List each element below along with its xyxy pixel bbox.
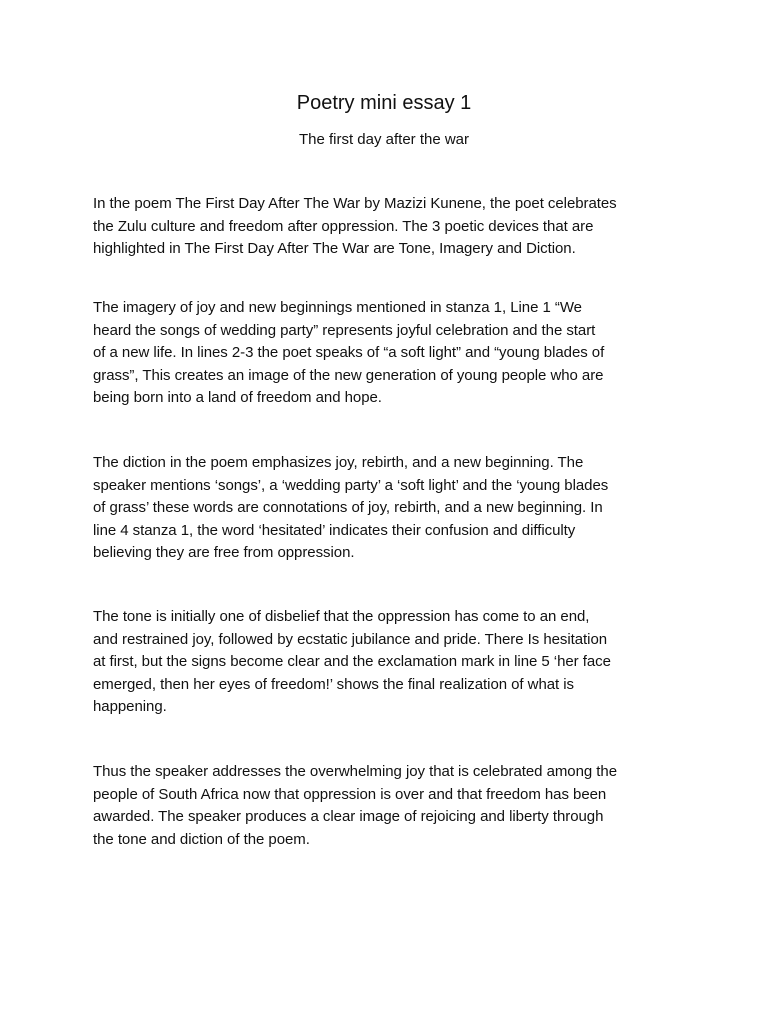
text-line: being born into a land of freedom and hope.	[93, 389, 382, 406]
text-line: The imagery of joy and new beginnings mentioned in stanza 1, Line 1 “We	[93, 299, 582, 316]
paragraph-diction	[93, 452, 683, 565]
text-line: happening.	[93, 698, 167, 715]
text-line: line 4 stanza 1, the word ‘hesitated’ indicates their confusion and difficulty	[93, 521, 576, 539]
text-line: of grass’ these words are connotations of joy, rebirth, and a new beginning. In	[93, 499, 603, 516]
text-line: people of South Africa now that oppression is over and that freedom has been	[93, 785, 607, 803]
paragraph-conclusion	[93, 761, 683, 851]
text-line: The tone is initially one of disbelief that the oppression has come to an end,	[93, 608, 590, 625]
text-line: of a new life. In lines 2-3 the poet speaks of “a soft light” and “young blades of	[93, 344, 605, 361]
text-line: heard the songs of wedding party” represents joyful celebration and the start	[93, 321, 596, 339]
text-line: grass”, This creates an image of the new generation of young people who are	[93, 366, 604, 384]
text-line: emerged, then her eyes of freedom!’ shows the final realization of what is	[93, 675, 575, 693]
page-subtitle: The first day after the war	[298, 131, 470, 148]
text-line: and restrained joy, followed by ecstatic jubilance and pride. There Is hesitation	[93, 630, 608, 648]
paragraph-introduction	[93, 193, 683, 261]
text-line: believing they are free from oppression.	[93, 544, 355, 561]
text-line: the tone and diction of the poem.	[93, 830, 310, 848]
text-line: the Zulu culture and freedom after oppression. The 3 poetic devices that are	[93, 217, 594, 235]
text-line: The diction in the poem emphasizes joy, rebirth, and a new beginning. The	[93, 454, 584, 471]
text-line: In the poem The First Day After The War by Mazizi Kunene, the poet celebrates	[93, 195, 617, 212]
text-line: Thus the speaker addresses the overwhelming joy that is celebrated among the	[93, 763, 617, 780]
text-line: awarded. The speaker produces a clear image of rejoicing and liberty through	[93, 808, 604, 825]
paragraph-tone	[93, 606, 683, 719]
text-line: speaker mentions ‘songs’, a ‘wedding party’ a ‘soft light’ and the ‘young blades	[93, 476, 609, 494]
text-line: at first, but the signs become clear and the exclamation mark in line 5 ‘her face	[93, 653, 611, 670]
text-line: highlighted in The First Day After The War are Tone, Imagery and Diction.	[93, 240, 576, 257]
page-title: Poetry mini essay 1	[296, 92, 472, 114]
paragraph-imagery	[93, 297, 683, 410]
